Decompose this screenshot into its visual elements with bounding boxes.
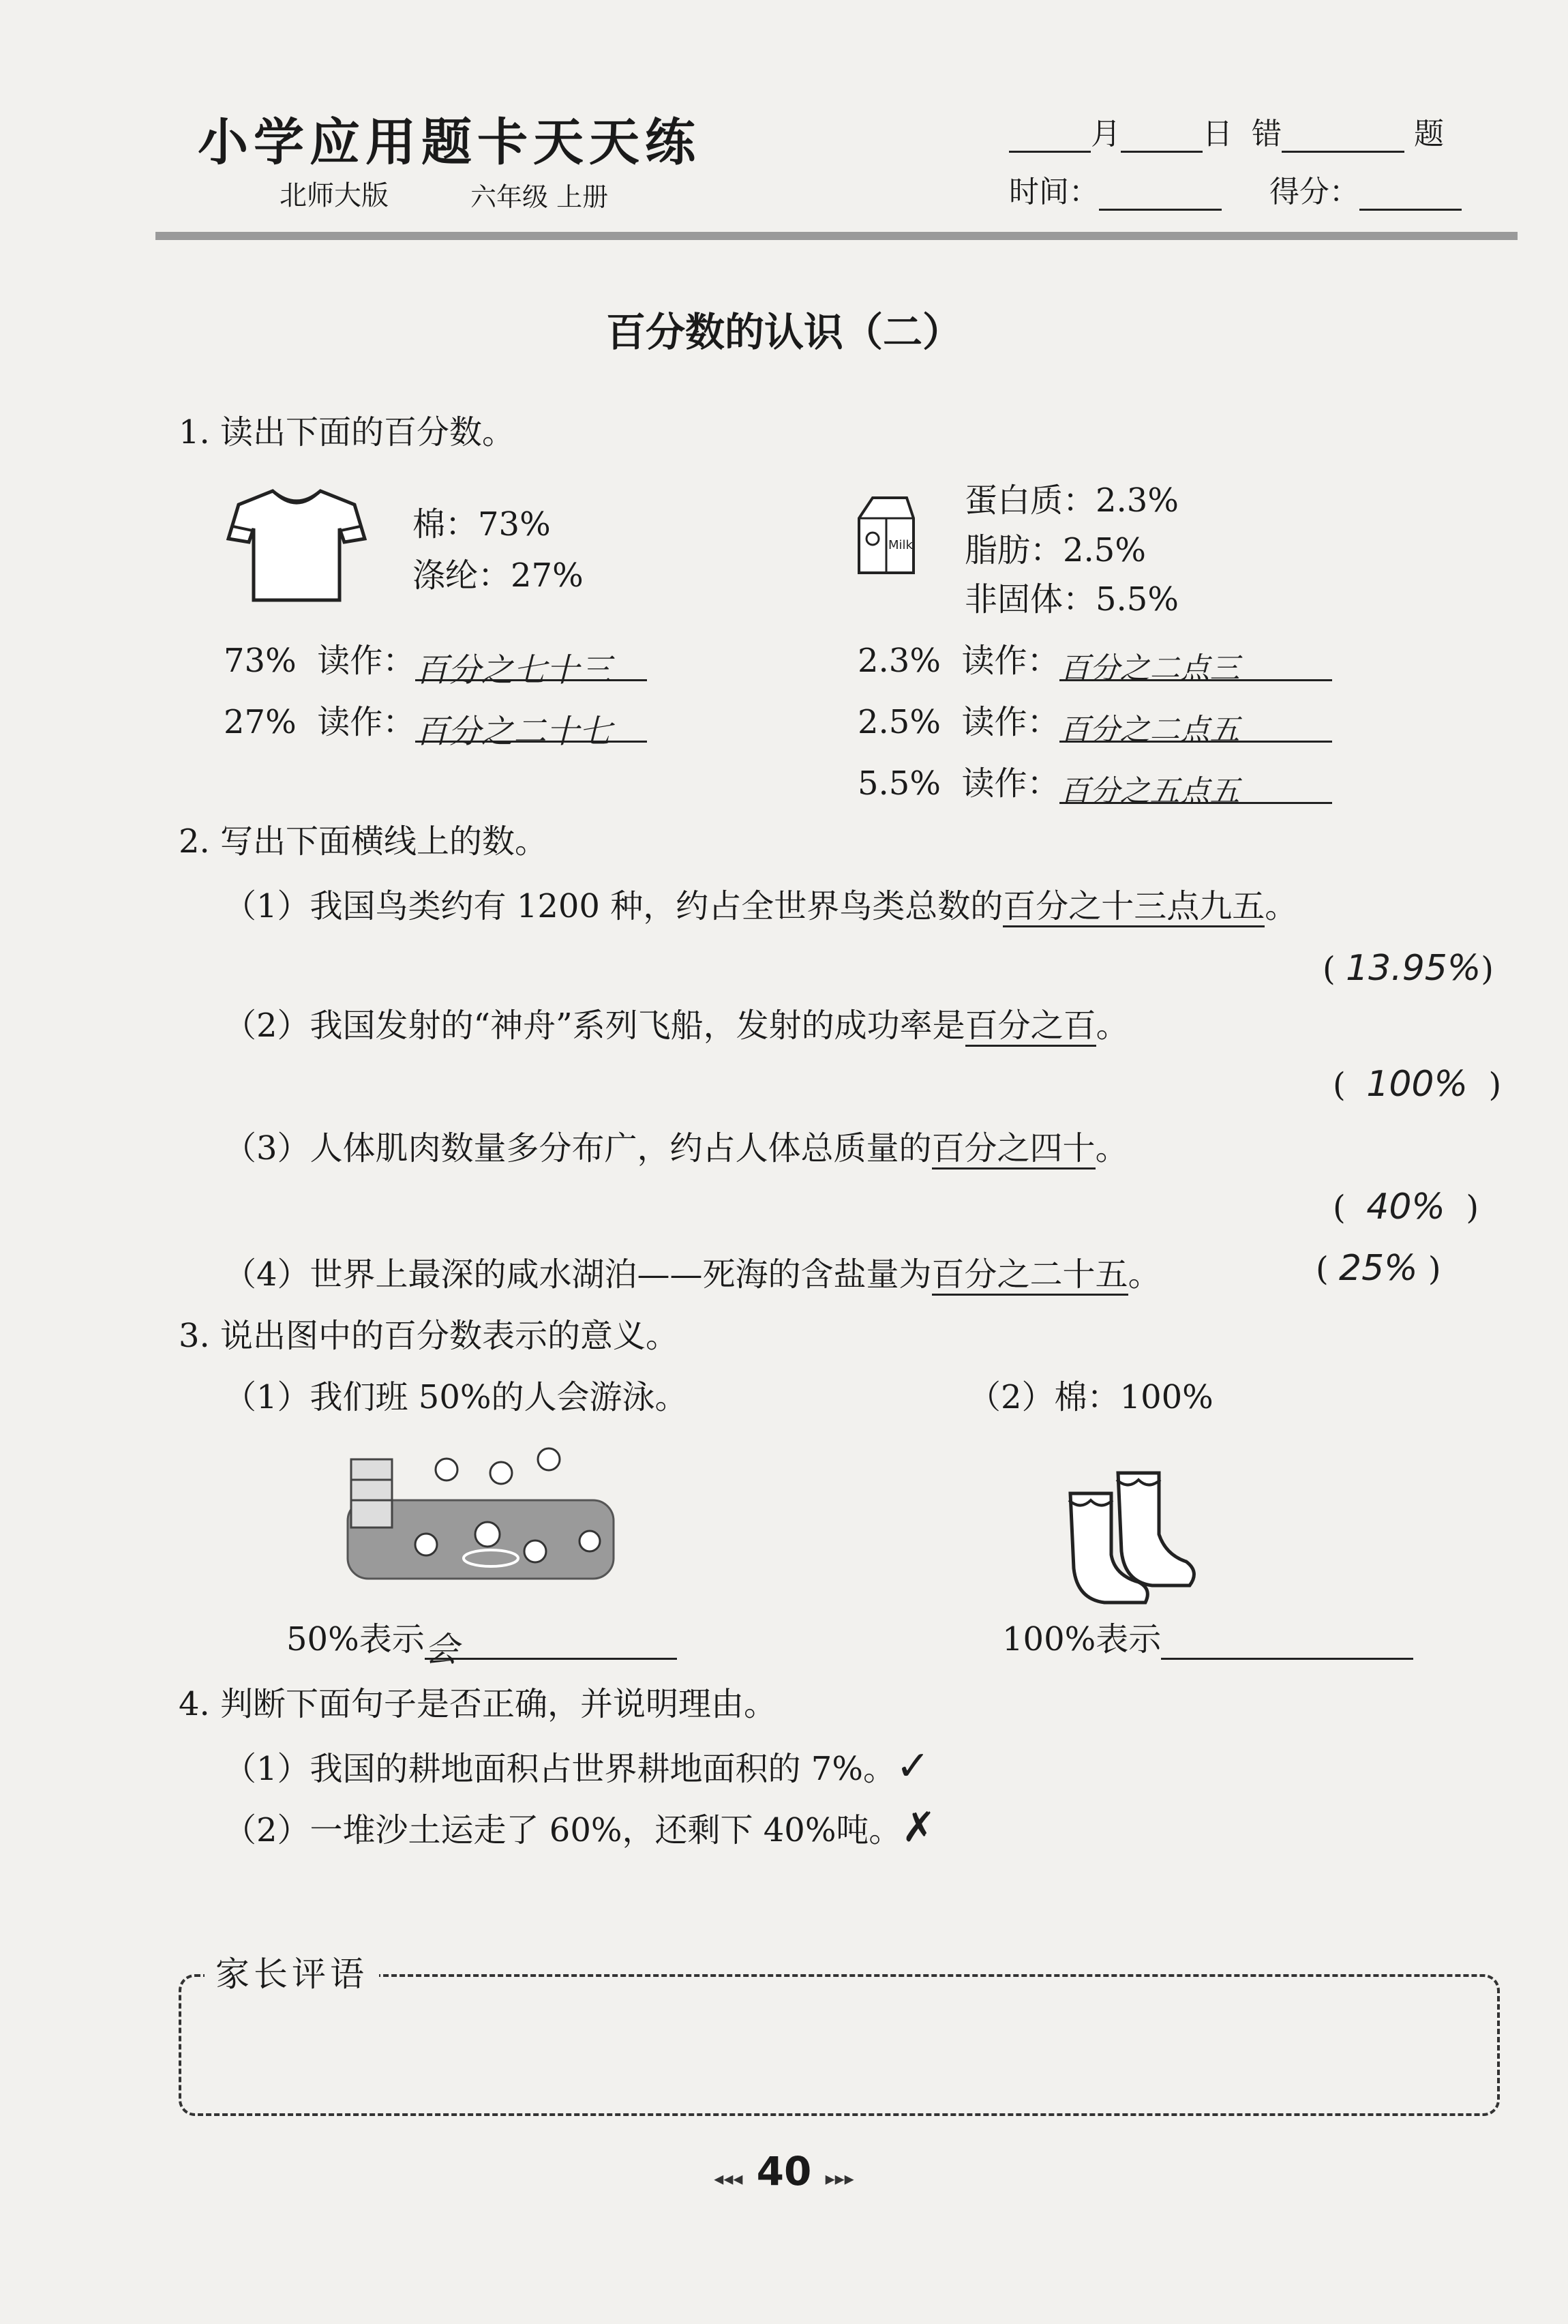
read-row-2-5 bbox=[858, 696, 1332, 747]
time-blank[interactable] bbox=[1099, 181, 1222, 211]
q2-item-text: （3）人体肌肉数量多分布广，约占人体总质量的 bbox=[224, 1129, 932, 1167]
q2-prompt: 2. 写出下面横线上的数。 bbox=[179, 822, 548, 861]
tshirt-icon bbox=[225, 484, 368, 607]
q2-item-end: 。 bbox=[1128, 1255, 1161, 1294]
q2-answer-3[interactable] bbox=[1333, 1187, 1479, 1227]
read-label: 读作： bbox=[961, 764, 1060, 803]
q4-item-1 bbox=[224, 1742, 930, 1790]
q2-answer-text: 25% bbox=[1339, 1248, 1418, 1289]
q2-answer-2[interactable] bbox=[1333, 1064, 1501, 1105]
q2-item-2 bbox=[224, 999, 1129, 1046]
q3-prompt: 3. 说出图中的百分数表示的意义。 bbox=[179, 1317, 679, 1355]
month-blank[interactable] bbox=[1009, 123, 1091, 153]
date-error-line bbox=[1009, 109, 1444, 153]
q2-item-underlined: 百分之十三点九五 bbox=[1003, 887, 1265, 927]
milk-fat: 脂肪：2.5% bbox=[965, 531, 1146, 569]
paren-right: ) bbox=[1466, 1189, 1479, 1227]
q3-label: 50%表示 bbox=[286, 1620, 425, 1658]
read-answer-field[interactable]: 百分之二十七 bbox=[415, 705, 647, 743]
q4-prompt: 4. 判断下面句子是否正确，并说明理由。 bbox=[179, 1685, 777, 1723]
error-label: 错 bbox=[1251, 117, 1282, 151]
question-label: 题 bbox=[1413, 117, 1444, 151]
read-label: 读作： bbox=[961, 642, 1060, 680]
grade-label: 六年级 上册 bbox=[470, 182, 609, 212]
read-row-5-5 bbox=[858, 757, 1332, 809]
page-number-value: 40 bbox=[756, 2148, 812, 2194]
q4-item-text: （1）我国的耕地面积占世界耕地面积的 7%。 bbox=[224, 1750, 896, 1788]
score-label: 得分： bbox=[1269, 175, 1359, 209]
q2-answer-text: 100% bbox=[1366, 1064, 1468, 1105]
paren-right: ) bbox=[1428, 1250, 1441, 1288]
paren-left: ( bbox=[1323, 950, 1336, 988]
read-answer-field[interactable]: 百分之二点五 bbox=[1059, 705, 1332, 743]
q2-item-end: 。 bbox=[1265, 887, 1298, 925]
q2-answer-4[interactable] bbox=[1316, 1248, 1441, 1289]
q2-item-text: （2）我国发射的“神舟”系列飞船，发射的成功率是 bbox=[224, 1007, 965, 1045]
q3-label: 100%表示 bbox=[1002, 1620, 1162, 1658]
milk-protein: 蛋白质：2.3% bbox=[965, 481, 1179, 520]
time-label: 时间： bbox=[1009, 175, 1099, 209]
q2-item-underlined: 百分之百 bbox=[965, 1007, 1096, 1047]
edition-label: 北师大版 bbox=[280, 180, 389, 211]
time-score-line bbox=[1009, 167, 1462, 211]
swimming-pool-illustration bbox=[344, 1432, 617, 1582]
header-rule bbox=[155, 232, 1518, 240]
read-value: 73% bbox=[224, 642, 297, 680]
read-row-2-3 bbox=[858, 634, 1332, 686]
page-title: 百分数的认识（二） bbox=[605, 309, 962, 355]
q1-prompt: 1. 读出下面的百分数。 bbox=[179, 413, 515, 451]
q2-item-underlined: 百分之四十 bbox=[932, 1129, 1096, 1170]
parent-comment-label: 家长评语 bbox=[205, 1947, 379, 1996]
paren-left: ( bbox=[1316, 1250, 1329, 1288]
paren-left: ( bbox=[1333, 1066, 1346, 1104]
q3-item-2: （2）棉：100% bbox=[968, 1378, 1213, 1416]
read-row-73 bbox=[224, 634, 647, 689]
q2-item-1 bbox=[224, 880, 1297, 927]
q2-item-end: 。 bbox=[1095, 1129, 1128, 1167]
q2-answer-text: 13.95% bbox=[1346, 948, 1481, 989]
arrows-left-icon: ◂◂◂ bbox=[714, 2167, 743, 2190]
q2-item-text: （1）我国鸟类约有 1200 种，约占全世界鸟类总数的 bbox=[224, 887, 1004, 925]
q2-answer-text: 40% bbox=[1366, 1187, 1445, 1227]
read-label: 读作： bbox=[317, 642, 416, 680]
q4-item-text: （2）一堆沙土运走了 60%，还剩下 40%吨。 bbox=[224, 1811, 902, 1849]
socks-icon bbox=[1050, 1452, 1207, 1609]
shirt-polyester: 涤纶：27% bbox=[412, 556, 584, 595]
q2-item-text: （4）世界上最深的咸水湖泊——死海的含盐量为 bbox=[224, 1255, 932, 1294]
read-value: 2.3% bbox=[858, 642, 941, 680]
shirt-cotton: 棉：73% bbox=[412, 505, 551, 543]
cross-mark-icon: ✗ bbox=[901, 1804, 936, 1851]
paren-left: ( bbox=[1333, 1189, 1346, 1227]
q2-item-4 bbox=[224, 1248, 1161, 1295]
read-value: 5.5% bbox=[858, 764, 941, 803]
page-number bbox=[0, 2148, 1568, 2194]
q3-answer-field[interactable]: 会 bbox=[425, 1622, 677, 1660]
q3-answer-field[interactable] bbox=[1161, 1622, 1413, 1660]
q3-item-1: （1）我们班 50%的人会游泳。 bbox=[224, 1378, 688, 1416]
milk-label: Milk bbox=[888, 538, 913, 552]
q3-answer-line-1 bbox=[286, 1613, 677, 1669]
q3-answer-line-2 bbox=[1002, 1613, 1413, 1660]
q2-item-underlined: 百分之二十五 bbox=[932, 1255, 1128, 1296]
read-value: 27% bbox=[224, 703, 297, 741]
day-blank[interactable] bbox=[1121, 123, 1203, 153]
read-answer-field[interactable]: 百分之二点三 bbox=[1059, 644, 1332, 681]
month-label: 月 bbox=[1091, 117, 1121, 151]
paren-right: ) bbox=[1481, 950, 1494, 988]
read-answer-field[interactable]: 百分之五点五 bbox=[1059, 766, 1332, 804]
read-value: 2.5% bbox=[858, 703, 941, 741]
q4-item-2 bbox=[224, 1804, 936, 1851]
milk-nonsolid: 非固体：5.5% bbox=[965, 580, 1179, 619]
milk-carton-icon bbox=[849, 491, 924, 580]
read-row-27 bbox=[224, 696, 647, 751]
arrows-right-icon: ▸▸▸ bbox=[825, 2167, 854, 2190]
brand-title: 小学应用题卡天天练 bbox=[198, 113, 701, 172]
read-label: 读作： bbox=[317, 703, 416, 741]
q2-item-end: 。 bbox=[1096, 1007, 1129, 1045]
error-blank[interactable] bbox=[1282, 123, 1404, 153]
check-mark-icon: ✓ bbox=[895, 1742, 931, 1790]
day-label: 日 bbox=[1203, 117, 1233, 151]
read-label: 读作： bbox=[961, 703, 1060, 741]
q2-item-3 bbox=[224, 1122, 1128, 1169]
read-answer-field[interactable]: 百分之七十三 bbox=[415, 644, 647, 681]
q2-answer-1[interactable] bbox=[1323, 948, 1494, 989]
paren-right: ) bbox=[1488, 1066, 1502, 1104]
score-blank[interactable] bbox=[1359, 181, 1462, 211]
